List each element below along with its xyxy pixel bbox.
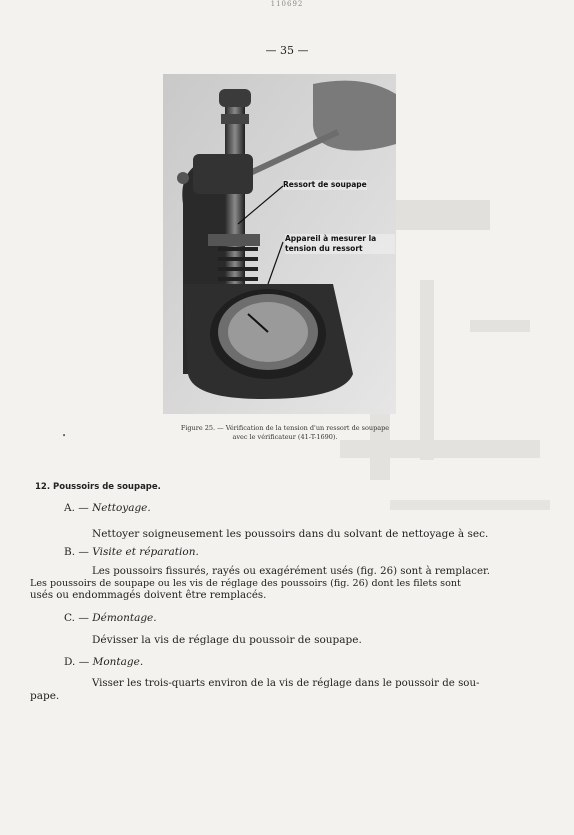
- caption-line: Figure 25. — Vérification de la tension d'un ressort de soupape: [180, 424, 390, 432]
- subsection-d-heading: [64, 656, 143, 668]
- subsection-prefix: B. —: [64, 546, 89, 558]
- page-number: — 35 —: [265, 44, 309, 57]
- subsection-prefix: D. —: [64, 656, 90, 668]
- subsection-a-heading: [64, 502, 151, 514]
- paragraph-d-line: pape.: [30, 690, 60, 702]
- margin-mark: •: [62, 432, 67, 440]
- section-heading: 12. Poussoirs de soupape.: [35, 482, 161, 492]
- paragraph-a: Nettoyer soigneusement les poussoirs dans du solvant de nettoyage à sec.: [92, 528, 489, 540]
- paragraph-b-line: Les poussoirs fissurés, rayés ou exagérément usés (fig. 26) sont à remplacer.: [92, 566, 491, 577]
- document-code: 110692: [270, 0, 304, 8]
- subsection-c-heading: [64, 612, 157, 624]
- callout-valve-spring: Ressort de soupape: [283, 180, 367, 189]
- subsection-title: Montage.: [92, 656, 144, 668]
- subsection-title: Démontage.: [92, 612, 157, 624]
- figure-caption: [135, 424, 435, 441]
- callout-tension-tester: Appareil à mesurer la tension du ressort: [285, 234, 395, 254]
- subsection-title: Nettoyage.: [92, 502, 151, 514]
- paragraph-c: Dévisser la vis de réglage du poussoir de soupape.: [92, 634, 362, 646]
- subsection-prefix: A. —: [64, 502, 89, 514]
- subsection-prefix: C. —: [64, 612, 89, 624]
- paragraph-b-line: Les poussoirs de soupape ou les vis de réglage des poussoirs (fig. 26) dont les filets sont: [30, 578, 461, 589]
- paragraph-b-line: usés ou endommagés doivent être remplacés.: [30, 590, 267, 601]
- subsection-title: Visite et réparation.: [92, 546, 199, 558]
- caption-line: avec le vérificateur (41-T-1690).: [232, 432, 338, 441]
- subsection-b-heading: [64, 546, 199, 558]
- paragraph-d-line: Visser les trois-quarts environ de la vis de réglage dans le poussoir de sou-: [92, 678, 480, 689]
